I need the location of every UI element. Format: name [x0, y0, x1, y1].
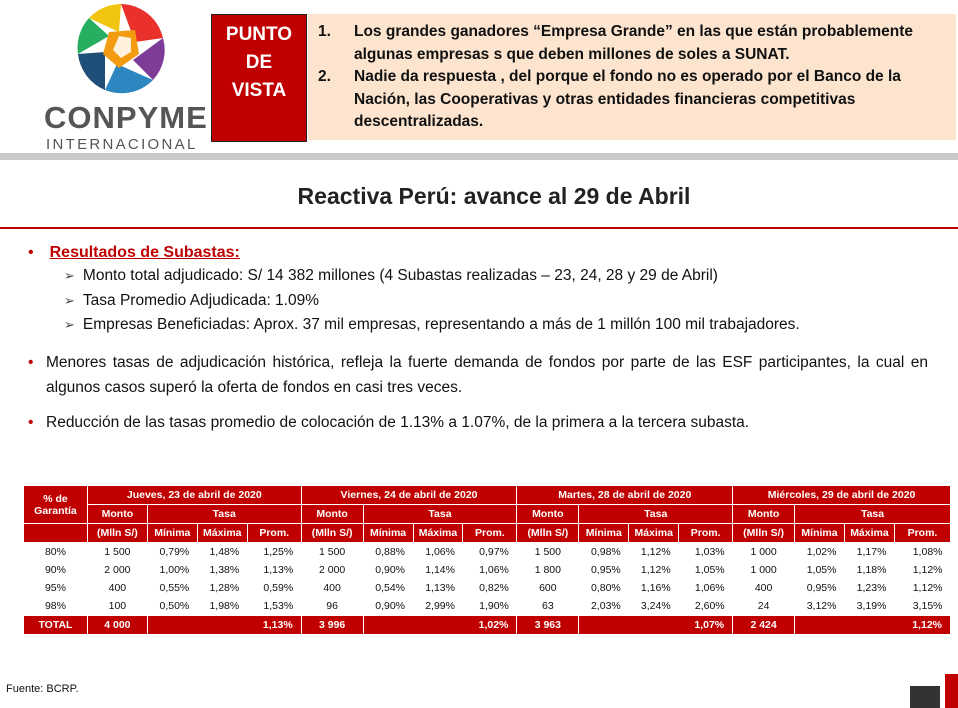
logo-name: CONPYME — [44, 100, 208, 135]
tasa-cell: 1,38% — [209, 564, 240, 576]
monto-cell: 1 000 — [750, 564, 777, 576]
tasa-cell: 1,00% — [159, 564, 190, 576]
bullet-reduccion — [28, 410, 928, 435]
sub-bullet-text: Monto total adjudicado: S/ 14 382 millones (4 Subastas realizadas – 23, 24, 28 y 29 de Abril) — [82, 267, 718, 284]
tasa-cell: 1,14% — [425, 564, 455, 576]
tasa-cell: 1,06% — [479, 564, 509, 576]
title-rule — [0, 227, 958, 229]
pv-item — [318, 66, 948, 134]
tasa-header: Tasa — [795, 505, 951, 524]
tasa-cell: 1,53% — [263, 600, 294, 612]
tasa-subheader: Prom. — [463, 524, 517, 543]
monto-cell: 24 — [757, 600, 770, 612]
col-garantia-header — [24, 486, 88, 524]
tasa-cell: 1,08% — [912, 546, 943, 558]
pv-item-text: Nadie da respuesta , del porque el fondo no es operado por el Banco de la Nación, las Cooperativas y otras entidades financieras competitivas descentralizadas. — [354, 68, 901, 130]
monto-unit-header: (Mlln S/) — [301, 524, 363, 543]
tasa-cell: 2,99% — [425, 600, 455, 612]
monto-cell: 1 500 — [534, 546, 561, 558]
tasa-cell: 1,03% — [694, 546, 725, 558]
tasa-cell: 1,05% — [806, 564, 837, 576]
tasa-subheader: Mínima — [147, 524, 197, 543]
total-prom-cell: 1,13% — [147, 616, 301, 635]
logo-subtitle: INTERNACIONAL — [46, 136, 198, 153]
tasa-subheader: Mínima — [795, 524, 845, 543]
pv-label-line: PUNTO — [225, 24, 293, 45]
monto-cell: 2 000 — [318, 564, 346, 576]
tasa-cell: 1,12% — [640, 564, 671, 576]
monto-unit-header: (Mlln S/) — [87, 524, 147, 543]
table-row — [24, 579, 951, 597]
tasa-cell: 1,13% — [263, 564, 294, 576]
tasa-subheader: Máxima — [629, 524, 679, 543]
monto-cell: 400 — [108, 582, 127, 594]
header-divider — [0, 153, 958, 160]
garantia-cell: 98% — [44, 600, 66, 612]
tasa-subheader: Prom. — [894, 524, 950, 543]
tasa-header: Tasa — [579, 505, 733, 524]
punto-de-vista-box — [211, 14, 307, 142]
tasa-subheader: Máxima — [413, 524, 463, 543]
tasa-subheader: Máxima — [844, 524, 894, 543]
resultados-heading: Resultados de Subastas: — [49, 244, 240, 261]
total-monto-cell: 3 996 — [301, 616, 363, 635]
tasa-cell: 1,98% — [209, 600, 240, 612]
sub-bullet-text: Tasa Promedio Adjudicada: 1.09% — [82, 292, 320, 309]
tasa-cell: 0,82% — [479, 582, 509, 594]
tasa-cell: 3,24% — [640, 600, 671, 612]
tasa-header: Tasa — [363, 505, 517, 524]
tasa-subheader: Prom. — [247, 524, 301, 543]
bullet-menores-tasas — [28, 350, 928, 400]
monto-cell: 63 — [542, 600, 554, 612]
total-prom-cell: 1,07% — [579, 616, 733, 635]
monto-cell: 600 — [539, 582, 557, 594]
date-header: Martes, 28 de abril de 2020 — [517, 486, 733, 505]
tasa-subheader: Prom. — [679, 524, 733, 543]
pv-item-text: Los grandes ganadores “Empresa Grande” en las que están probablemente algunas empresas s que deben millones de soles a SUNAT. — [354, 23, 914, 63]
source-note: Fuente: BCRP. — [6, 683, 79, 695]
sub-bullet-text: Empresas Beneficiadas: Aprox. 37 mil empresas, representando a más de 1 millón 100 mil trabajadores. — [82, 316, 800, 333]
monto-header: Monto — [733, 505, 795, 524]
tasa-cell: 1,23% — [856, 582, 887, 594]
monto-header: Monto — [517, 505, 579, 524]
tasa-cell: 1,28% — [209, 582, 240, 594]
bullet-dot-icon: • — [28, 354, 34, 371]
globe-logo-icon — [75, 2, 167, 94]
tasa-subheader: Mínima — [579, 524, 629, 543]
tasa-cell: 0,95% — [806, 582, 837, 594]
monto-cell: 2 000 — [104, 564, 131, 576]
tasa-cell: 1,06% — [694, 582, 725, 594]
monto-cell: 1 800 — [534, 564, 561, 576]
date-header: Miércoles, 29 de abril de 2020 — [733, 486, 951, 505]
total-monto-cell: 2 424 — [733, 616, 795, 635]
tasa-cell: 0,54% — [375, 582, 406, 594]
tasa-cell: 0,79% — [159, 546, 190, 558]
tasa-header: Tasa — [147, 505, 301, 524]
pv-label-line: VISTA — [231, 80, 287, 101]
arrow-bullet-icon: ➢ — [64, 293, 75, 308]
monto-cell: 1 500 — [104, 546, 131, 558]
tasa-cell: 2,03% — [590, 600, 621, 612]
tasa-cell: 0,97% — [479, 546, 509, 558]
date-header: Viernes, 24 de abril de 2020 — [301, 486, 517, 505]
monto-cell: 100 — [108, 600, 127, 612]
pv-item — [318, 21, 948, 66]
monto-cell: 1 500 — [318, 546, 346, 558]
pv-item-number: 1. — [318, 23, 331, 40]
table-row — [24, 543, 951, 562]
monto-header: Monto — [301, 505, 363, 524]
tasa-cell: 1,25% — [263, 546, 294, 558]
garantia-cell: 80% — [44, 546, 66, 558]
tasa-cell: 3,19% — [856, 600, 887, 612]
tasa-cell: 1,16% — [640, 582, 671, 594]
punto-de-vista-text — [308, 14, 956, 140]
monto-cell: 400 — [754, 582, 773, 594]
tasa-cell: 1,48% — [209, 546, 240, 558]
monto-cell: 96 — [326, 600, 338, 612]
tasa-cell: 3,12% — [806, 600, 837, 612]
paragraph-text: Menores tasas de adjudicación histórica, refleja la fuerte demanda de fondos por parte de las ESF participantes, la cual en algunos casos superó la oferta de fondos en casi tres veces. — [46, 354, 928, 396]
tasa-cell: 2,60% — [694, 600, 725, 612]
header-spacer — [24, 524, 88, 543]
tasa-cell: 1,17% — [856, 546, 887, 558]
sub-bullet — [64, 292, 319, 310]
corner-decoration-red — [945, 674, 958, 708]
total-prom-cell: 1,02% — [363, 616, 517, 635]
monto-cell: 1 000 — [750, 546, 777, 558]
slide-title: Reactiva Perú: avance al 29 de Abril — [297, 183, 691, 209]
tasa-cell: 1,12% — [640, 546, 671, 558]
paragraph-text: Reducción de las tasas promedio de colocación de 1.13% a 1.07%, de la primera a la tercera subasta. — [46, 414, 750, 431]
bullet-dot-icon: • — [28, 244, 34, 261]
total-monto-cell: 3 963 — [517, 616, 579, 635]
table-row — [24, 561, 951, 579]
tasa-cell: 0,95% — [590, 564, 621, 576]
pv-label-line: DE — [245, 52, 273, 73]
tasa-cell: 1,18% — [856, 564, 887, 576]
tasa-cell: 0,50% — [159, 600, 190, 612]
tasa-cell: 0,90% — [375, 600, 406, 612]
corner-decoration-dark — [910, 686, 940, 708]
total-label: TOTAL — [24, 616, 88, 635]
tasa-cell: 0,98% — [590, 546, 621, 558]
tasa-cell: 1,05% — [694, 564, 725, 576]
monto-unit-header: (Mlln S/) — [517, 524, 579, 543]
arrow-bullet-icon: ➢ — [64, 317, 75, 332]
tasa-cell: 1,90% — [479, 600, 509, 612]
sub-bullet — [64, 316, 800, 334]
monto-unit-header: (Mlln S/) — [733, 524, 795, 543]
monto-cell: 400 — [323, 582, 341, 594]
col-garantia-line: % de — [43, 492, 68, 505]
tasa-cell: 0,55% — [159, 582, 190, 594]
tasa-cell: 1,13% — [425, 582, 455, 594]
col-garantia-line: Garantía — [34, 504, 77, 517]
tasa-cell: 1,12% — [912, 564, 943, 576]
sub-bullet — [64, 267, 718, 285]
tasa-cell: 0,90% — [375, 564, 406, 576]
tasa-subheader: Máxima — [197, 524, 247, 543]
tasa-subheader: Mínima — [363, 524, 413, 543]
tasa-cell: 3,15% — [912, 600, 943, 612]
tasa-cell: 0,88% — [375, 546, 406, 558]
date-header: Jueves, 23 de abril de 2020 — [87, 486, 301, 505]
garantia-cell: 90% — [44, 564, 66, 576]
conpyme-logo — [0, 0, 210, 160]
arrow-bullet-icon: ➢ — [64, 268, 75, 283]
monto-header: Monto — [87, 505, 147, 524]
tasa-cell: 1,02% — [806, 546, 837, 558]
garantia-cell: 95% — [44, 582, 66, 594]
tasa-cell: 0,80% — [590, 582, 621, 594]
table-row — [24, 597, 951, 616]
tasa-cell: 0,59% — [263, 582, 294, 594]
total-prom-cell: 1,12% — [795, 616, 951, 635]
bullet-dot-icon: • — [28, 414, 34, 431]
total-monto-cell: 4 000 — [87, 616, 147, 635]
tasa-cell: 1,12% — [912, 582, 943, 594]
tasa-cell: 1,06% — [425, 546, 455, 558]
bullet-resultados — [28, 244, 240, 262]
pv-item-number: 2. — [318, 68, 331, 85]
subastas-table — [23, 485, 951, 635]
total-row — [24, 616, 951, 635]
